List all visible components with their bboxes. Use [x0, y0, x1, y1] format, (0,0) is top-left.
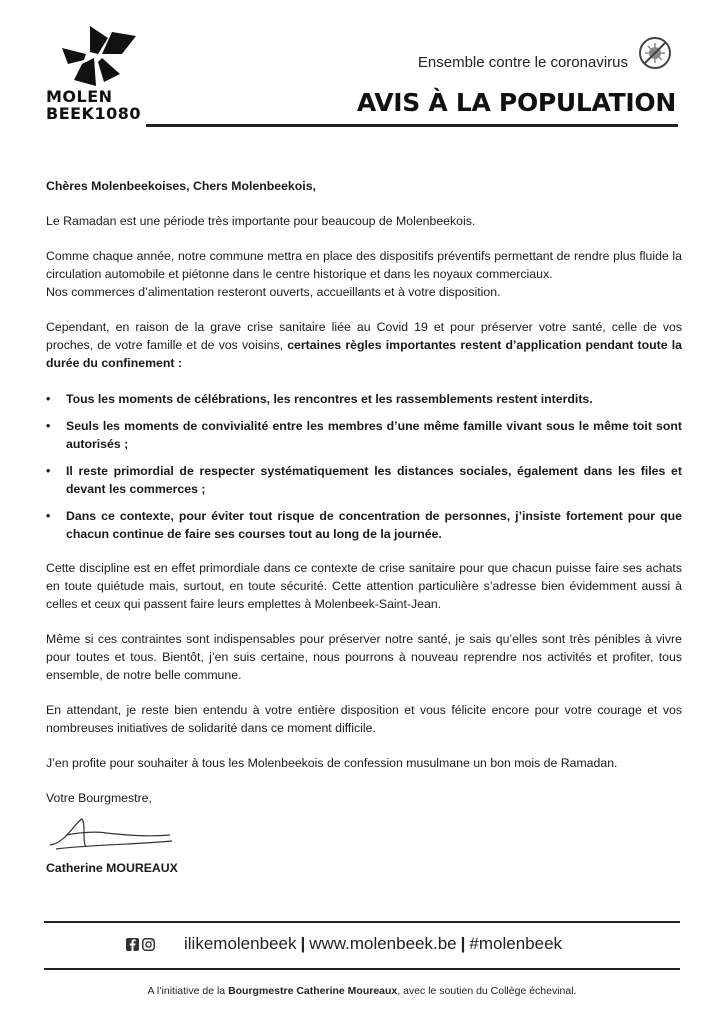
footer-links	[184, 934, 562, 954]
social-icons	[126, 938, 155, 951]
rules-list	[46, 390, 682, 543]
closing: Votre Bourgmestre,	[46, 791, 152, 805]
paragraph-dispositifs	[46, 247, 682, 301]
header-subtitle: Ensemble contre le coronavirus	[417, 54, 628, 71]
molenbeek-logo	[46, 24, 146, 126]
paragraph-cependant-intro: Cependant, en raison de la grave crise sanitaire liée au Covid 19 et pour préserver votre santé, celle de vos proches, de votre famille et de vos voisins,	[46, 320, 682, 352]
instagram-icon[interactable]	[142, 938, 155, 951]
salutation: Chères Molenbeekoises, Chers Molenbeekois,	[46, 179, 316, 193]
paragraph-dispositifs-text: Comme chaque année, notre commune mettra en place des dispositifs préventifs permettant de rendre plus fluide la circulation automobile et piétonne dans le centre historique et dans les noyaux commerciaux.	[46, 249, 682, 281]
paragraph-cependant	[46, 318, 682, 372]
footer-note-bold: Bourgmestre Catherine Moureaux	[228, 985, 398, 997]
paragraph-ramadan-wishes: J’en profite pour souhaiter à tous les Molenbeekois de confession musulmane un bon mois de Ramadan.	[46, 756, 618, 770]
separator: |	[300, 934, 306, 953]
logo-line-2: BEEK1080	[46, 104, 141, 123]
paragraph-attendant: En attendant, je reste bien entendu à votre entière disposition et vous félicite encore pour votre courage et vos nombreuses initiatives de solidarité dans ce moment difficile.	[46, 703, 682, 735]
paragraph-contraintes: Même si ces contraintes sont indispensables pour préserver notre santé, je sais qu’elles sont très pénibles à vivre pour toutes et tous. Bientôt, j’en suis certaine, nous pourrons à nouveau reprendre nos activités et profiter, tous ensemble, de notre belle commune.	[46, 632, 682, 682]
header-divider	[146, 124, 678, 127]
logo-line-1: MOLEN	[46, 87, 113, 106]
handwritten-signature	[46, 815, 176, 859]
website-link[interactable]: www.molenbeek.be	[309, 934, 457, 953]
paragraph-discipline: Cette discipline est en effet primordiale dans ce contexte de crise sanitaire pour que chacun puisse faire ses achats en toute quiétude mais, surtout, en toute sécurité. Cette attention particulière s’adresse bien évidemment aussi à celles et ceux qui passent faire leurs emplettes à Molenbeek-Saint-Jean.	[46, 561, 682, 611]
letter-body	[46, 177, 682, 813]
footer-divider-bottom	[44, 968, 680, 970]
rule-text: Il reste primordial de respecter systématiquement les distances sociales, également dans les files et devant les commerces ;	[66, 464, 682, 496]
hashtag[interactable]: #molenbeek	[469, 934, 563, 953]
footer-divider-top	[44, 921, 680, 923]
paragraph-cependant-bold: certaines règles importantes restent d’application pendant toute la durée du confinement :	[46, 338, 682, 370]
list-item: • Dans ce contexte, pour éviter tout risque de concentration de personnes, j’insiste fortement pour que chacun continue de faire ses courses tout au long de la journée.	[46, 509, 682, 541]
windmill-icon	[60, 24, 138, 88]
no-virus-icon	[638, 36, 672, 70]
page-title: AVIS À LA POPULATION	[356, 88, 676, 117]
paragraph-ramadan: Le Ramadan est une période très importante pour beaucoup de Molenbeekois.	[46, 214, 476, 228]
footer-note	[0, 985, 724, 997]
footer-note-prefix: A l’initiative de la	[147, 985, 229, 997]
paragraph-commerces-text: Nos commerces d’alimentation resteront ouverts, accueillants et à votre disposition.	[46, 285, 501, 299]
rule-text: Dans ce contexte, pour éviter tout risque de concentration de personnes, j’insiste fortement pour que chacun continue de faire ses courses tout au long de la journée.	[66, 509, 682, 541]
footer-note-suffix: , avec le soutien du Collège échevinal.	[397, 985, 577, 997]
list-item: • Il reste primordial de respecter systématiquement les distances sociales, également dans les files et devant les commerces ;	[46, 464, 682, 496]
rule-text: Tous les moments de célébrations, les rencontres et les rassemblements restent interdits.	[66, 392, 593, 406]
facebook-icon[interactable]	[126, 938, 139, 951]
list-item: • Tous les moments de célébrations, les rencontres et les rassemblements restent interdits.	[46, 392, 593, 406]
rule-text: Seuls les moments de convivialité entre les membres d’une même famille vivant sous le même toit sont autorisés ;	[66, 419, 682, 451]
signer-name: Catherine MOUREAUX	[46, 861, 178, 875]
social-handle[interactable]: ilikemolenbeek	[184, 934, 297, 953]
list-item: • Seuls les moments de convivialité entre les membres d’une même famille vivant sous le même toit sont autorisés ;	[46, 419, 682, 451]
separator: |	[460, 934, 466, 953]
